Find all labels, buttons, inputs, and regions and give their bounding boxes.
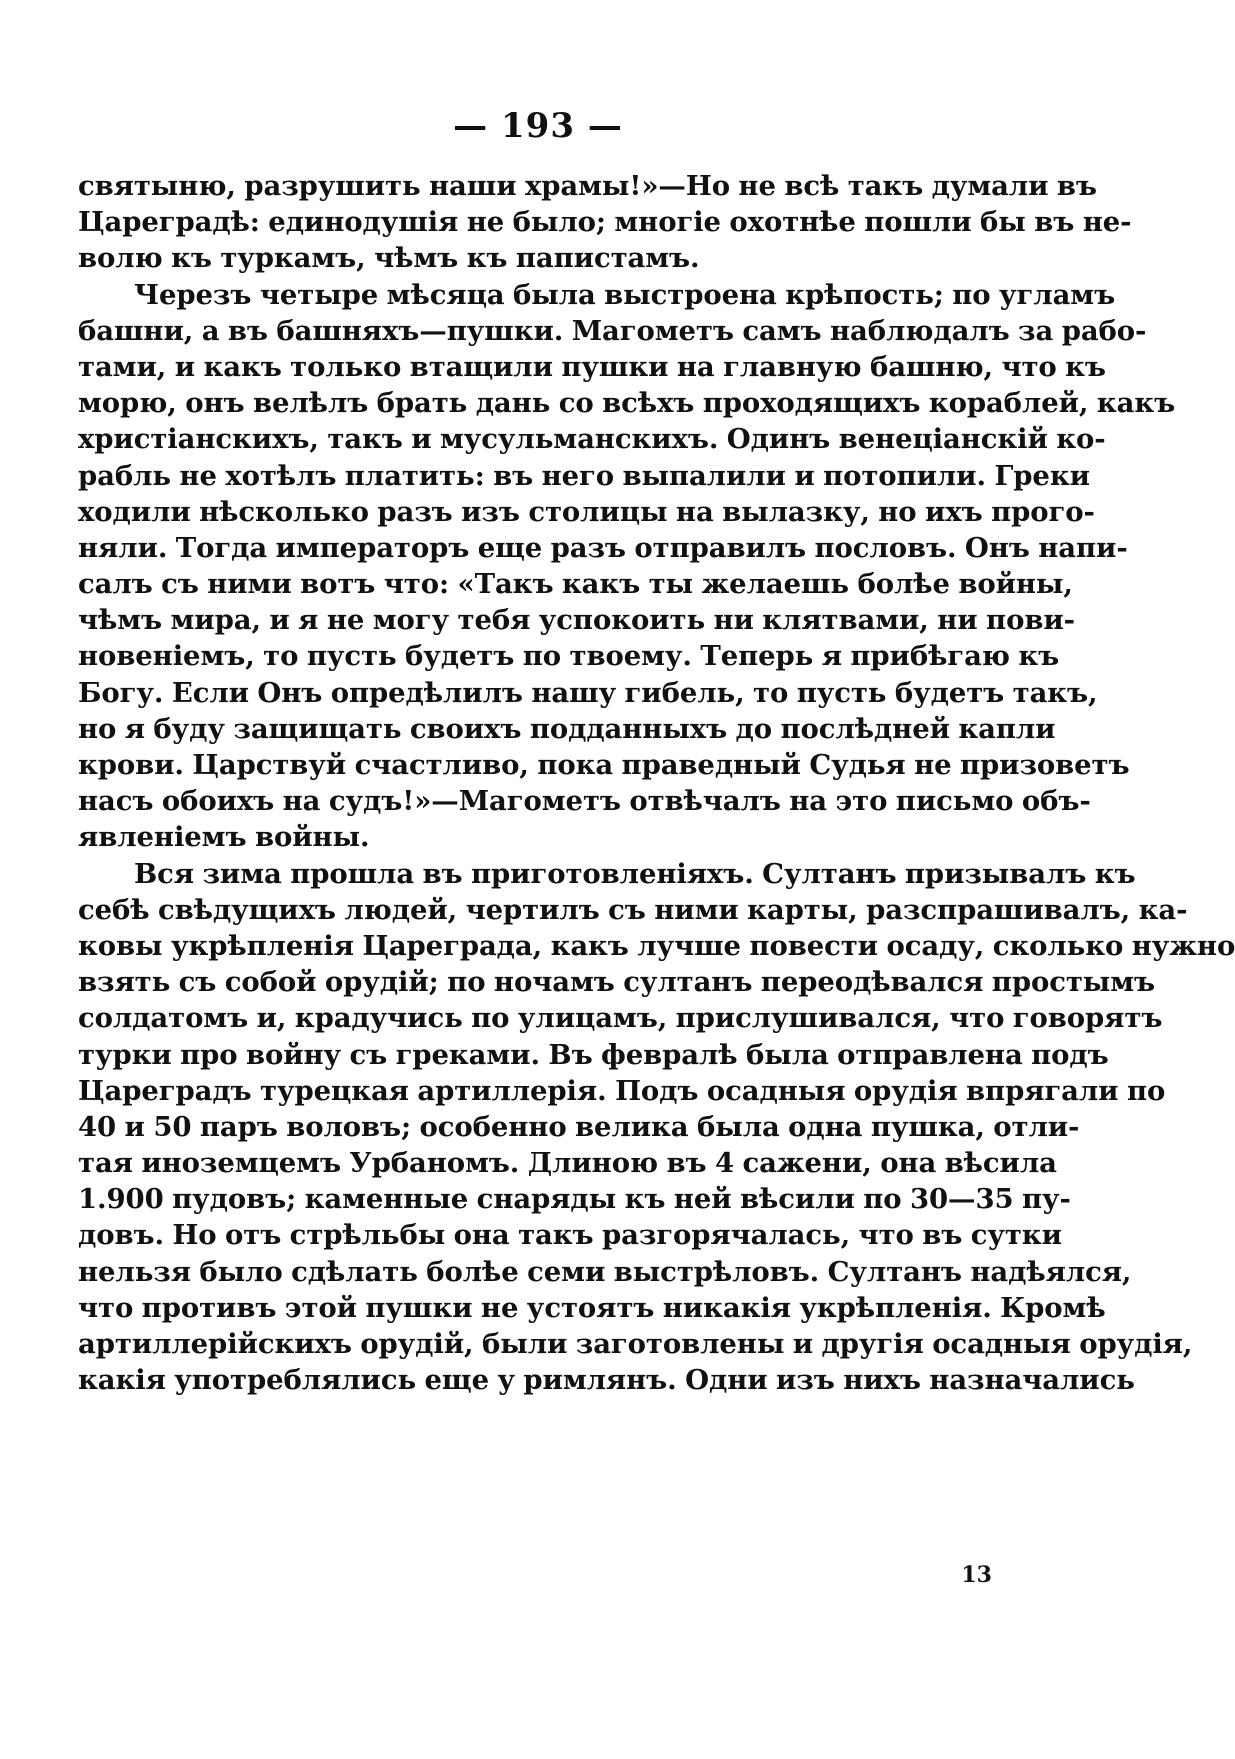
text-line: турки про войну съ греками. Въ февралѣ была отправлена подъ [78, 1038, 1109, 1071]
text-line: рабль не хотѣлъ платить: въ него выпалили и потопили. Греки [78, 459, 1090, 492]
text-line: солдатомъ и, крадучись по улицамъ, прислушивался, что говорятъ [78, 1002, 1163, 1035]
text-line: но я буду защищать своихъ подданныхъ до послѣдней капли [78, 712, 1056, 745]
text-line: волю къ туркамъ, чѣмъ къ папистамъ. [78, 242, 700, 275]
text-line: себѣ свѣдущихъ людей, чертилъ съ ними карты, разспрашивалъ, ка- [78, 893, 1188, 926]
paragraph-2 [78, 277, 1176, 856]
book-page [78, 100, 1235, 1398]
text-line: насъ обоихъ на судъ!»—Магометъ отвѣчалъ на это письмо объ- [78, 785, 1091, 818]
text-line: Цареградѣ: единодушія не было; многіе охотнѣе пошли бы въ не- [78, 206, 1132, 239]
text-line: нельзя было сдѣлать болѣе семи выстрѣловъ. Султанъ надѣялся, [78, 1255, 1132, 1288]
text-line: довъ. Но отъ стрѣльбы она такъ разгорячалась, что въ сутки [78, 1219, 1062, 1252]
text-line: салъ съ ними вотъ что: «Такъ какъ ты желаешь болѣе войны, [78, 568, 1073, 601]
paragraph-3 [78, 856, 1235, 1399]
text-line: явленіемъ войны. [78, 821, 370, 854]
text-line: христіанскихъ, такъ и мусульманскихъ. Одинъ венеціанскій ко- [78, 423, 1106, 456]
signature-mark: 13 [961, 1562, 992, 1588]
text-line: какія употреблялись еще у римлянъ. Одни изъ нихъ назначались [78, 1364, 1135, 1397]
text-line: новеніемъ, то пусть будетъ по твоему. Теперь я прибѣгаю къ [78, 640, 1060, 673]
text-line: Цареградъ турецкая артиллерія. Подъ осадныя орудія впрягали по [78, 1074, 1166, 1107]
text-line: тая иноземцемъ Урбаномъ. Длиною въ 4 сажени, она вѣсила [78, 1147, 1057, 1180]
page-number: — 193 — [453, 106, 623, 146]
text-line: ковы укрѣпленія Цареграда, какъ лучше повести осаду, сколько нужно [78, 929, 1235, 962]
text-line: Богу. Если Онъ опредѣлилъ нашу гибель, то пусть будетъ такъ, [78, 676, 1098, 709]
text-line: чѣмъ мира, и я не могу тебя успокоить ни клятвами, ни пови- [78, 604, 1075, 637]
text-line: что противъ этой пушки не устоятъ никакія укрѣпленія. Кромѣ [78, 1291, 1106, 1324]
text-line: Вся зима прошла въ приготовленіяхъ. Султанъ призывалъ къ [134, 857, 1136, 890]
text-line: башни, а въ башняхъ—пушки. Магометъ самъ наблюдалъ за рабо- [78, 314, 1147, 347]
text-line: тами, и какъ только втащили пушки на главную башню, что къ [78, 350, 1106, 383]
text-line: 40 и 50 паръ воловъ; особенно велика была одна пушка, отли- [78, 1110, 1080, 1143]
paragraph-1 [78, 168, 1132, 277]
text-line: святыню, разрушить наши храмы!»—Но не всѣ такъ думали въ [78, 170, 1097, 202]
text-line: крови. Царствуй счастливо, пока праведный Судья не призоветъ [78, 749, 1130, 781]
text-line: морю, онъ велѣлъ брать дань со всѣхъ проходящихъ кораблей, какъ [78, 387, 1176, 420]
text-line: Черезъ четыре мѣсяца была выстроена крѣпость; по угламъ [134, 278, 1116, 311]
text-line: 1.900 пудовъ; каменные снаряды къ ней вѣсили по 30—35 пу- [78, 1183, 1071, 1216]
text-line: взять съ собой орудій; по ночамъ султанъ переодѣвался простымъ [78, 966, 1156, 999]
text-line: няли. Тогда императоръ еще разъ отправилъ пословъ. Онъ напи- [78, 531, 1128, 564]
text-line: артиллерійскихъ орудій, были заготовлены и другія осадныя орудія, [78, 1328, 1193, 1360]
text-line: ходили нѣсколько разъ изъ столицы на вылазку, но ихъ прого- [78, 495, 1095, 528]
